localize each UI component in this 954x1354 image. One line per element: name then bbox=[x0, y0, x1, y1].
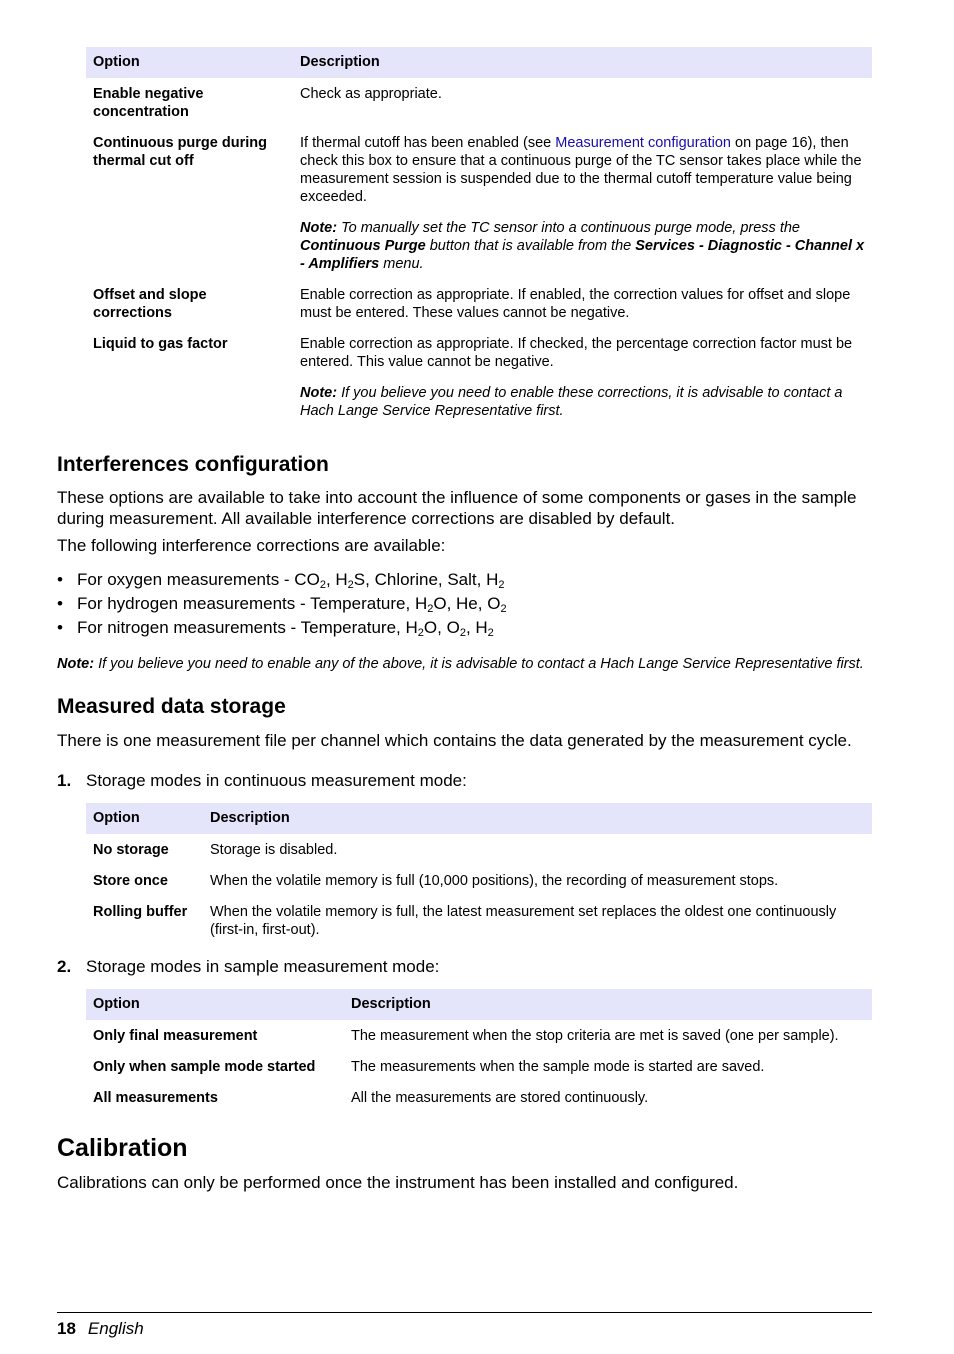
column-header: Description bbox=[293, 47, 872, 78]
table-row bbox=[86, 1051, 872, 1082]
option-name: Store once bbox=[93, 873, 168, 889]
options-table-2 bbox=[86, 803, 872, 945]
option-description: Check as appropriate. bbox=[300, 86, 442, 102]
option-name: Only final measurement bbox=[93, 1028, 258, 1044]
storage-heading: Measured data storage bbox=[57, 695, 286, 718]
option-description: Storage is disabled. bbox=[210, 842, 338, 858]
option-name: Rolling buffer bbox=[93, 904, 188, 920]
table-header bbox=[86, 803, 872, 834]
options-table-1 bbox=[86, 47, 872, 426]
calibration-paragraph: Calibrations can only be performed once the instrument has been installed and configured. bbox=[57, 1173, 739, 1192]
table-row bbox=[86, 1082, 872, 1113]
option-description: When the volatile memory is full, the latest measurement set replaces the oldest one continuously (first-in, first-out). bbox=[210, 904, 837, 938]
list-item: • For hydrogen measurements - Temperature, $H_2O$, He, $O_2$ bbox=[57, 594, 507, 615]
column-header: Description bbox=[203, 803, 872, 834]
option-name: Only when sample mode started bbox=[93, 1059, 316, 1075]
document-page bbox=[57, 47, 872, 1193]
option-description: If thermal cutoff has been enabled (see Measurement configuration on page 16), then check this box to ensure that a continuous purge of the TC sensor takes place while the measurement session is suspended due to the thermal cutoff temperature value being exceeded. Note: To manually set the TC sensor into a continuous purge mode, press the Continuous Purge button that is available from the Services - Diagnostic - Channel x - Amplifiers menu. bbox=[300, 135, 865, 272]
table-row bbox=[86, 328, 872, 426]
calibration-heading: Calibration bbox=[57, 1134, 188, 1162]
option-description: The measurements when the sample mode is started are saved. bbox=[351, 1059, 765, 1075]
column-header: Description bbox=[344, 989, 872, 1020]
measurement-configuration-link[interactable]: Measurement configuration bbox=[555, 135, 731, 151]
column-header: Option bbox=[86, 803, 203, 834]
option-name: All measurements bbox=[93, 1090, 218, 1106]
column-header: Option bbox=[86, 47, 293, 78]
interference-list bbox=[57, 568, 872, 640]
table-row bbox=[86, 896, 872, 945]
storage-paragraph: There is one measurement file per channel which contains the data generated by the measurement cycle. bbox=[57, 731, 852, 750]
list-item: • For nitrogen measurements - Temperature, $H_2O$, $O_2$, $H_2$ bbox=[57, 618, 494, 639]
step-item: 2. Storage modes in sample measurement mode: bbox=[57, 957, 440, 976]
table-row bbox=[86, 1020, 872, 1051]
note: Note: To manually set the TC sensor into a continuous purge mode, press the Continuous Purge button that is available from the Services - Diagnostic - Channel x - Amplifiers menu. bbox=[300, 220, 865, 272]
bullet-icon: • bbox=[57, 570, 63, 589]
option-description: All the measurements are stored continuously. bbox=[351, 1090, 649, 1106]
table-row bbox=[86, 127, 872, 279]
interferences-heading: Interferences configuration bbox=[57, 453, 329, 476]
option-name: No storage bbox=[93, 842, 169, 858]
option-name: Continuous purge during thermal cut off bbox=[93, 135, 267, 169]
option-description: When the volatile memory is full (10,000 positions), the recording of measurement stops. bbox=[210, 873, 779, 889]
bullet-icon: • bbox=[57, 618, 63, 637]
table-header bbox=[86, 47, 872, 78]
table-row bbox=[86, 865, 872, 896]
bullet-icon: • bbox=[57, 594, 63, 613]
table-header bbox=[86, 989, 872, 1020]
option-name: Enable negative concentration bbox=[93, 86, 204, 120]
option-name: Liquid to gas factor bbox=[93, 336, 228, 352]
options-table-3 bbox=[86, 989, 872, 1113]
footer-language: English bbox=[87, 1319, 144, 1338]
interferences-paragraph: The following interference corrections are available: bbox=[57, 536, 446, 555]
interferences-note: Note: If you believe you need to enable any of the above, it is advisable to contact a Hach Lange Service Representative first. bbox=[57, 656, 864, 672]
interferences-paragraph: These options are available to take into account the influence of some components or gases in the sample during measurement. All available interference corrections are disabled by default. bbox=[57, 488, 857, 528]
table-row bbox=[86, 279, 872, 328]
page-number: 18 bbox=[57, 1319, 76, 1338]
column-header: Option bbox=[86, 989, 344, 1020]
option-description: The measurement when the stop criteria are met is saved (one per sample). bbox=[351, 1028, 839, 1044]
step-item: 1. Storage modes in continuous measurement mode: bbox=[57, 771, 467, 790]
list-item: • For oxygen measurements - $CO_2$, $H_2S$, Chlorine, Salt, $H_2$ bbox=[57, 570, 505, 591]
page-footer bbox=[57, 1312, 872, 1339]
note: Note: If you believe you need to enable these corrections, it is advisable to contact a Hach Lange Service Representative first. bbox=[300, 385, 843, 419]
table-row bbox=[86, 834, 872, 865]
option-description: Enable correction as appropriate. If checked, the percentage correction factor must be entered. This value cannot be negative. Note: If you believe you need to enable these corrections, it is advisable to contact a Hach Lange Service Representative first. bbox=[293, 328, 872, 426]
option-description: Enable correction as appropriate. If enabled, the correction values for offset and slope must be entered. These values cannot be negative. bbox=[300, 287, 851, 321]
option-name: Offset and slope corrections bbox=[93, 287, 207, 321]
table-row bbox=[86, 78, 872, 127]
